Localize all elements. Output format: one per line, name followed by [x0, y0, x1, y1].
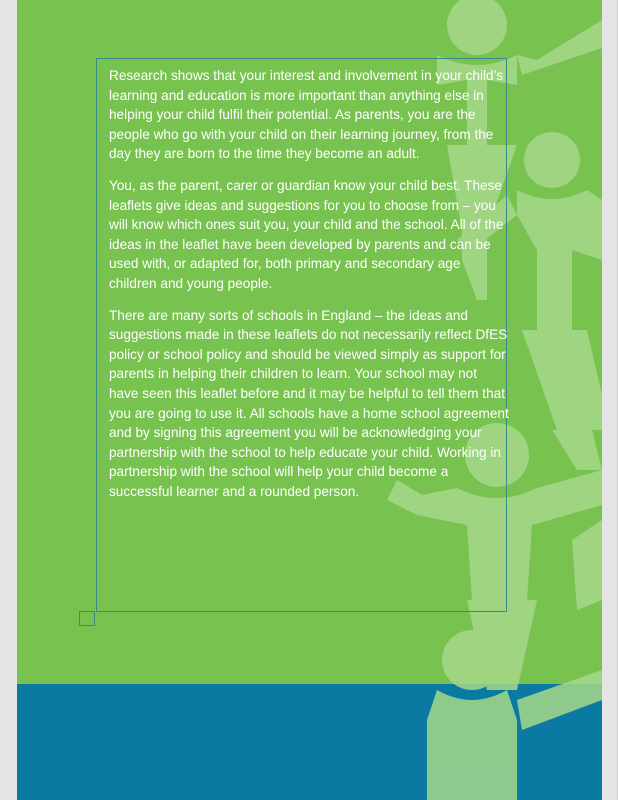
paragraph-schools-in-england: There are many sorts of schools in England – the ideas and suggestions made in these leaflets do not necessarily reflect DfES policy or school policy and should be viewed simply as support for parents in helping their children to learn. Your school may not have seen this leaflet before and it may be helpful to tell them that you are going to use it. All schools have a home school agreement and by signing this agreement you will be acknowledging your partnership with the school to help educate your child. Working in partnership with the school will help your child become a successful learner and a rounded person. [109, 307, 509, 499]
leaflet-body-text [109, 66, 509, 513]
paragraph-research: Research shows that your interest and involvement in your child’s learning and education is more important than anything else in helping your child fulfil their potential. As parents, you are the people who go with your child on their learning journey, from the day they are born to the time they become an adult. [109, 68, 504, 162]
leaflet-page [17, 0, 602, 800]
paragraph-parent-knows-best: You, as the parent, carer or guardian know your child best. These leaflets give ideas and suggestions for you to choose from – you will know which ones suit you, your child and the school. All of the ideas in the leaflet have been developed by parents and can be used with, or adapted for, both primary and secondary age children and young people. [109, 177, 504, 291]
frame-corner-mark [79, 611, 95, 626]
